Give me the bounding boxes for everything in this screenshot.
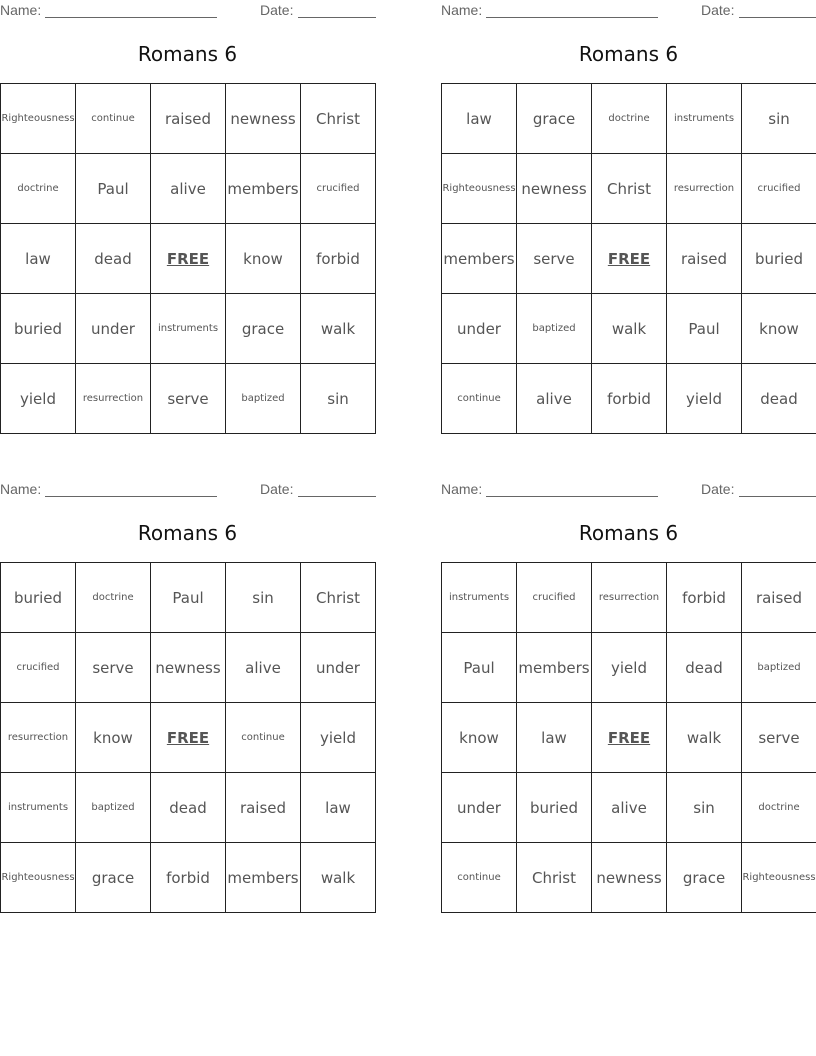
card-title: Romans 6: [137, 42, 238, 66]
bingo-cell: sin: [301, 364, 376, 434]
date-label: Date:: [701, 481, 735, 497]
bingo-cell: crucified: [1, 633, 76, 703]
bingo-card-1: [0, 0, 376, 408]
card-header: [441, 0, 816, 22]
bingo-cell: resurrection: [76, 364, 151, 434]
bingo-cell: grace: [226, 294, 301, 364]
bingo-cell: buried: [742, 224, 816, 294]
bingo-grid: [0, 83, 376, 434]
bingo-cell: baptized: [76, 773, 151, 843]
bingo-cell: buried: [517, 773, 592, 843]
name-line[interactable]: [45, 496, 217, 497]
bingo-cell: alive: [226, 633, 301, 703]
bingo-cell: newness: [226, 84, 301, 154]
bingo-cell: under: [301, 633, 376, 703]
bingo-cell: sin: [226, 563, 301, 633]
bingo-cell: resurrection: [667, 154, 742, 224]
bingo-cell: newness: [592, 843, 667, 913]
bingo-cell: walk: [301, 294, 376, 364]
bingo-cell: know: [742, 294, 816, 364]
bingo-cell: alive: [517, 364, 592, 434]
bingo-grid: [441, 562, 816, 913]
bingo-cell: continue: [76, 84, 151, 154]
bingo-cell: buried: [1, 563, 76, 633]
name-line[interactable]: [486, 496, 658, 497]
bingo-cell: alive: [151, 154, 226, 224]
bingo-cell: Righteousness: [742, 843, 816, 913]
date-line[interactable]: [298, 496, 376, 497]
bingo-cell: dead: [667, 633, 742, 703]
bingo-cell: doctrine: [76, 563, 151, 633]
bingo-cell: under: [442, 773, 517, 843]
bingo-cell: Righteousness: [1, 843, 76, 913]
bingo-cell: Paul: [151, 563, 226, 633]
bingo-cell: Paul: [667, 294, 742, 364]
bingo-cell: know: [76, 703, 151, 773]
bingo-cell: instruments: [442, 563, 517, 633]
bingo-cell: members: [517, 633, 592, 703]
bingo-cell: know: [442, 703, 517, 773]
bingo-cell: newness: [151, 633, 226, 703]
bingo-cell: Christ: [301, 84, 376, 154]
bingo-cell: Christ: [592, 154, 667, 224]
bingo-cell: forbid: [151, 843, 226, 913]
bingo-cell: resurrection: [592, 563, 667, 633]
bingo-cell: forbid: [667, 563, 742, 633]
bingo-cell: Paul: [442, 633, 517, 703]
bingo-cell: serve: [151, 364, 226, 434]
free-space-cell: FREE: [151, 224, 226, 294]
bingo-cell: baptized: [517, 294, 592, 364]
bingo-card-2: [441, 0, 816, 408]
name-label: Name:: [0, 2, 42, 18]
bingo-cell: crucified: [301, 154, 376, 224]
bingo-cell: dead: [742, 364, 816, 434]
bingo-cell: law: [301, 773, 376, 843]
bingo-cell: sin: [742, 84, 816, 154]
free-space-cell: FREE: [592, 224, 667, 294]
bingo-cell: Christ: [517, 843, 592, 913]
bingo-cell: serve: [742, 703, 816, 773]
bingo-cell: yield: [301, 703, 376, 773]
bingo-cell: yield: [1, 364, 76, 434]
bingo-cell: crucified: [742, 154, 816, 224]
bingo-cell: yield: [667, 364, 742, 434]
date-line[interactable]: [298, 17, 376, 18]
bingo-cell: members: [226, 843, 301, 913]
bingo-cell: instruments: [151, 294, 226, 364]
bingo-cell: doctrine: [592, 84, 667, 154]
bingo-cell: raised: [151, 84, 226, 154]
card-title: Romans 6: [578, 521, 679, 545]
bingo-cell: grace: [517, 84, 592, 154]
name-label: Name:: [441, 481, 483, 497]
bingo-cell: know: [226, 224, 301, 294]
bingo-cell: dead: [151, 773, 226, 843]
bingo-cell: dead: [76, 224, 151, 294]
card-title: Romans 6: [137, 521, 238, 545]
bingo-cell: resurrection: [1, 703, 76, 773]
bingo-cell: crucified: [517, 563, 592, 633]
free-space-cell: FREE: [592, 703, 667, 773]
bingo-card-3: [0, 479, 376, 887]
name-line[interactable]: [45, 17, 217, 18]
bingo-cell: Christ: [301, 563, 376, 633]
bingo-cell: serve: [517, 224, 592, 294]
free-space-cell: FREE: [151, 703, 226, 773]
bingo-cell: walk: [592, 294, 667, 364]
bingo-cell: forbid: [301, 224, 376, 294]
date-line[interactable]: [739, 496, 816, 497]
date-line[interactable]: [739, 17, 816, 18]
bingo-cell: raised: [742, 563, 816, 633]
bingo-cell: instruments: [667, 84, 742, 154]
bingo-cell: walk: [667, 703, 742, 773]
bingo-cell: yield: [592, 633, 667, 703]
name-label: Name:: [441, 2, 483, 18]
bingo-cell: buried: [1, 294, 76, 364]
card-title: Romans 6: [578, 42, 679, 66]
bingo-cell: under: [442, 294, 517, 364]
bingo-cell: law: [442, 84, 517, 154]
bingo-cell: sin: [667, 773, 742, 843]
bingo-cell: alive: [592, 773, 667, 843]
bingo-cell: Righteousness: [1, 84, 76, 154]
bingo-cell: forbid: [592, 364, 667, 434]
bingo-cell: law: [517, 703, 592, 773]
date-label: Date:: [260, 481, 294, 497]
bingo-grid: [0, 562, 376, 913]
date-label: Date:: [701, 2, 735, 18]
bingo-cell: serve: [76, 633, 151, 703]
name-label: Name:: [0, 481, 42, 497]
card-header: [441, 479, 816, 501]
name-line[interactable]: [486, 17, 658, 18]
bingo-cell: continue: [226, 703, 301, 773]
bingo-cell: Paul: [76, 154, 151, 224]
bingo-cell: grace: [76, 843, 151, 913]
bingo-cell: continue: [442, 364, 517, 434]
bingo-cell: baptized: [742, 633, 816, 703]
bingo-cell: baptized: [226, 364, 301, 434]
card-header: [0, 479, 376, 501]
bingo-cell: Righteousness: [442, 154, 517, 224]
bingo-cell: law: [1, 224, 76, 294]
bingo-cell: raised: [667, 224, 742, 294]
bingo-cell: continue: [442, 843, 517, 913]
bingo-cell: doctrine: [742, 773, 816, 843]
bingo-cell: doctrine: [1, 154, 76, 224]
bingo-cell: members: [442, 224, 517, 294]
date-label: Date:: [260, 2, 294, 18]
bingo-cell: members: [226, 154, 301, 224]
bingo-cell: under: [76, 294, 151, 364]
bingo-grid: [441, 83, 816, 434]
bingo-cell: walk: [301, 843, 376, 913]
bingo-cell: grace: [667, 843, 742, 913]
bingo-card-4: [441, 479, 816, 887]
card-header: [0, 0, 376, 22]
bingo-cell: instruments: [1, 773, 76, 843]
bingo-cell: newness: [517, 154, 592, 224]
bingo-cell: raised: [226, 773, 301, 843]
